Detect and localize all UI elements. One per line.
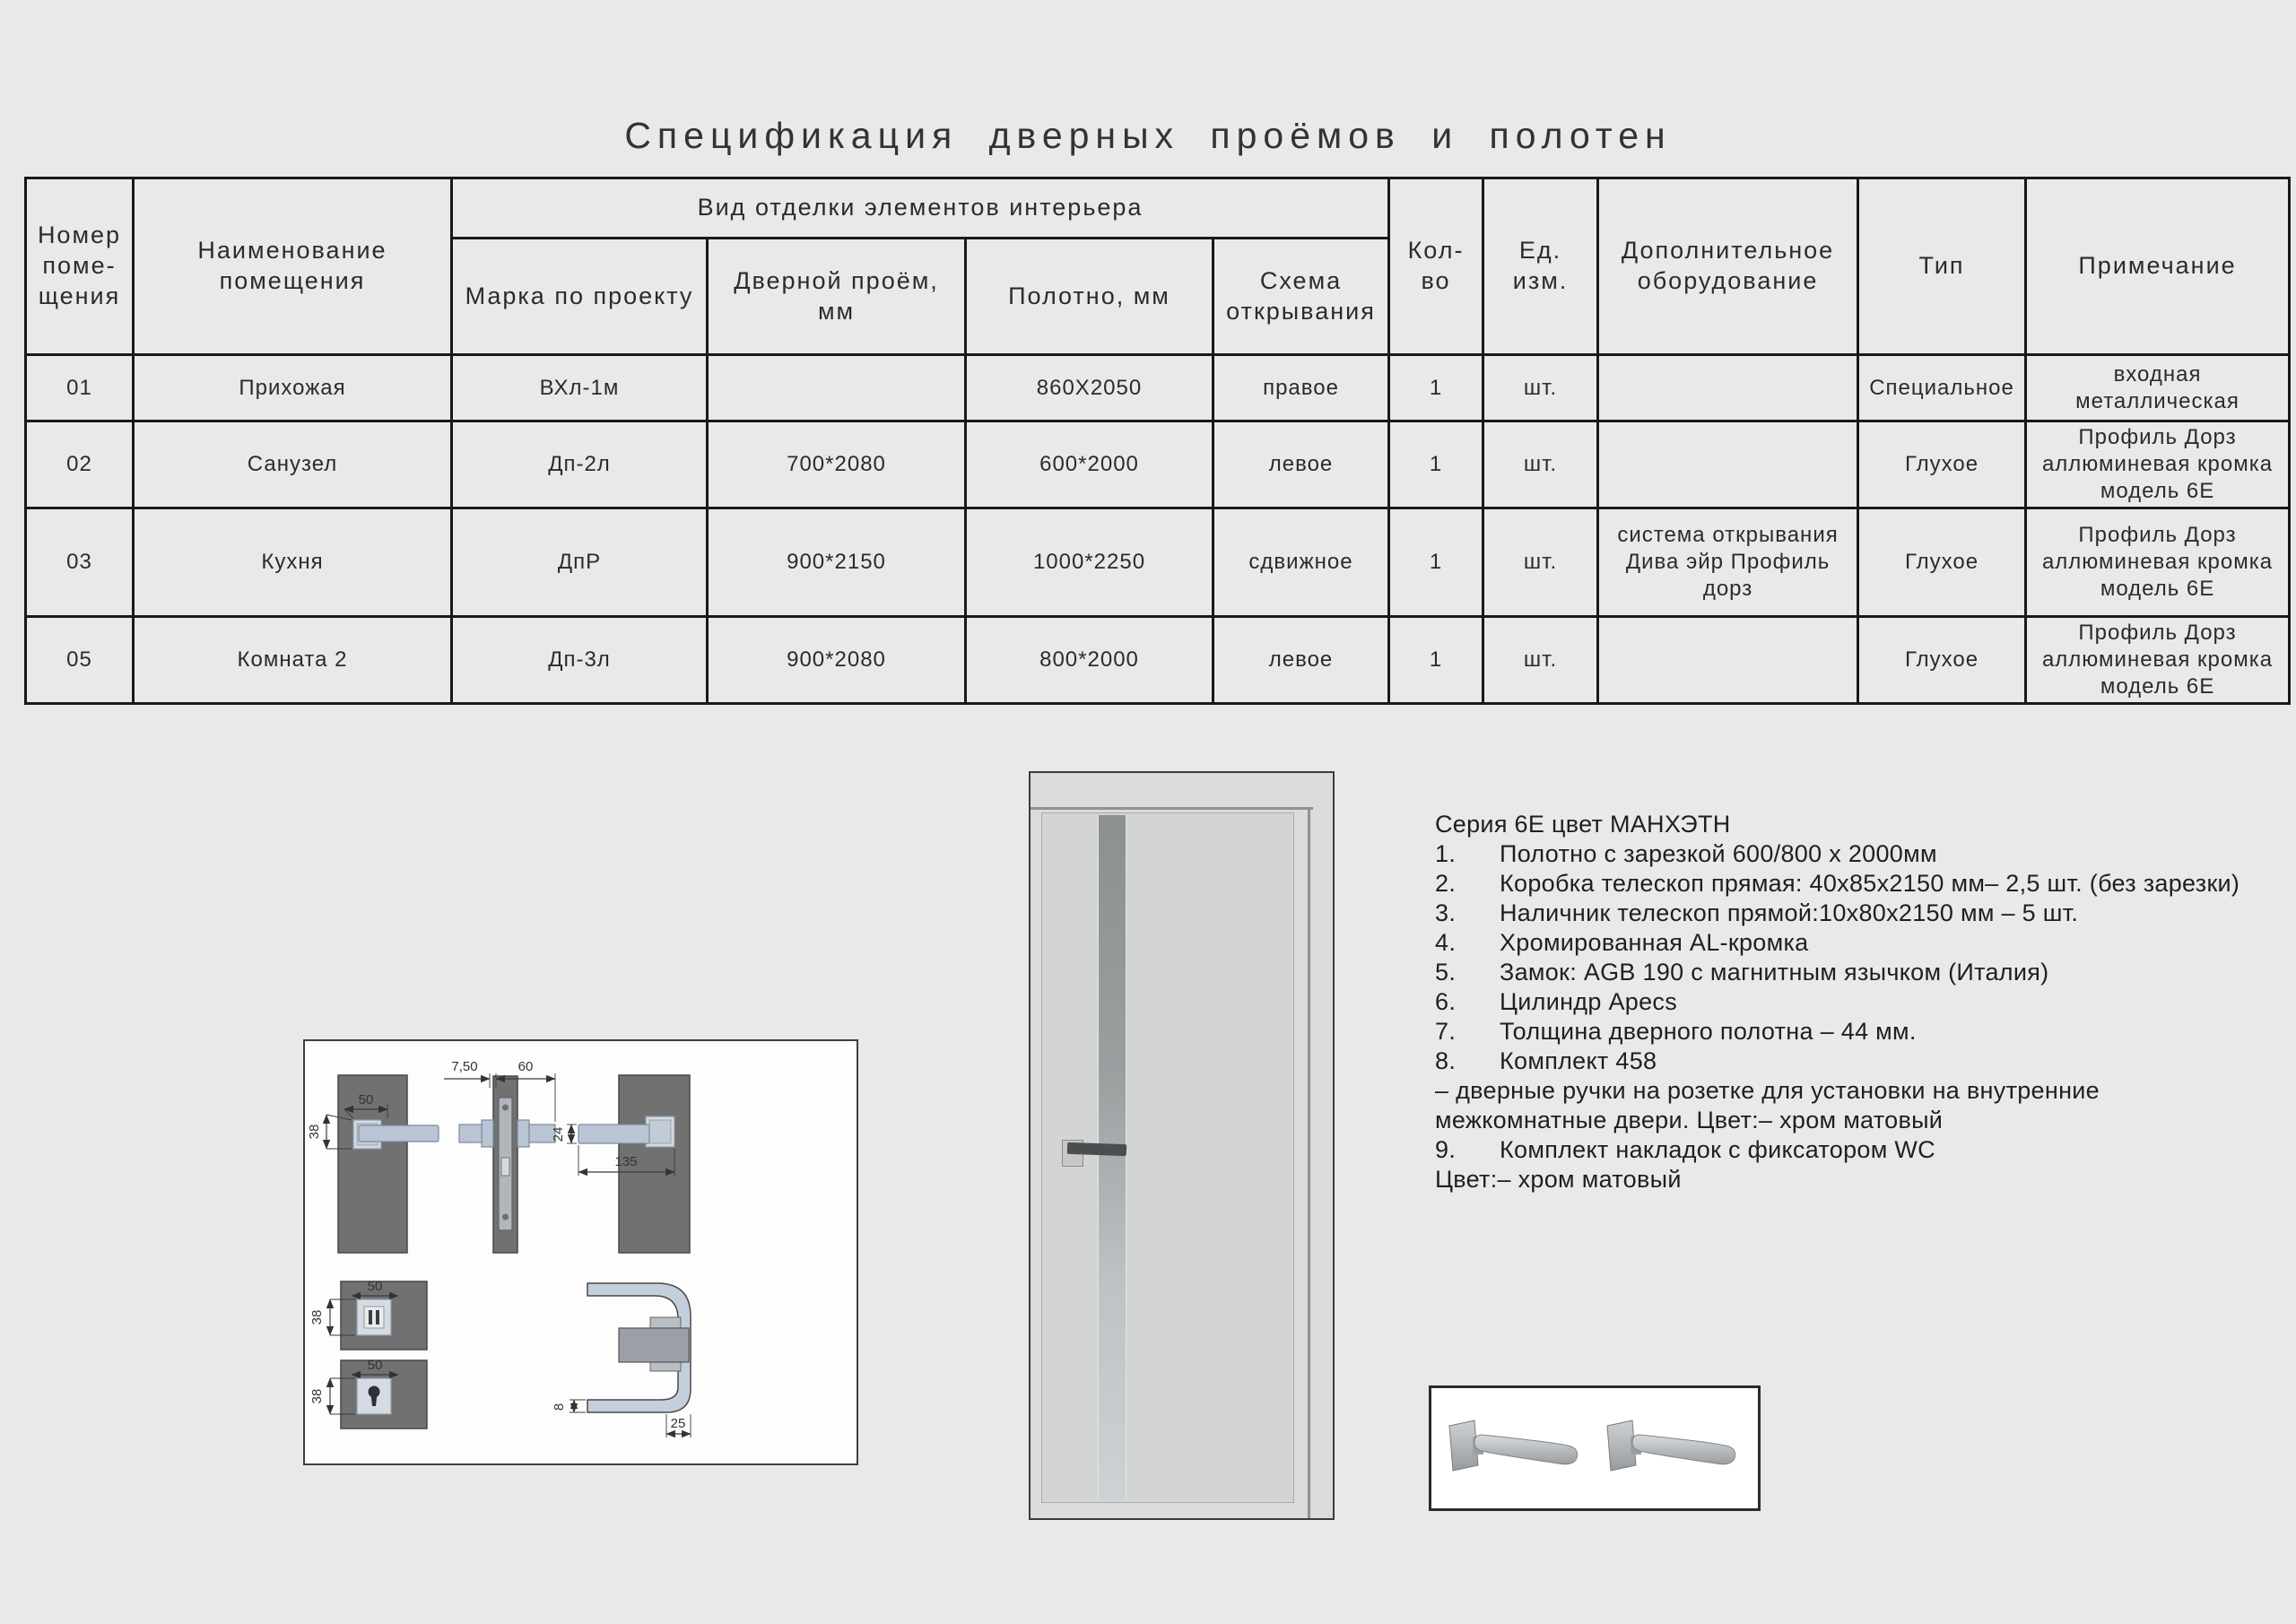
dim-label: 38 — [309, 1309, 325, 1325]
cell-type: Глухое — [1858, 421, 2026, 508]
list-item-number: 4. — [1435, 929, 1457, 956]
dim-label: 24 — [551, 1126, 566, 1142]
cell-type: Специальное — [1858, 355, 2026, 421]
door-leaf — [1041, 812, 1294, 1503]
cell-room-number: 05 — [26, 617, 134, 704]
list-item-number: 2. — [1435, 870, 1457, 897]
door-spec-table — [24, 177, 2291, 705]
list-item-text: Коробка телескоп прямая: 40х85х2150 мм– 2,5 шт. (без зарезки) — [1500, 870, 2240, 897]
lock-side-view — [444, 1059, 555, 1253]
cell-qty: 1 — [1389, 355, 1483, 421]
list-item — [1435, 1017, 2247, 1046]
list-item-text: Цвет:– хром матовый — [1435, 1166, 1682, 1193]
door-handle-lever — [1067, 1142, 1126, 1156]
hardware-drawing — [305, 1041, 857, 1463]
table-row — [26, 421, 2290, 508]
cell-room-name: Санузел — [134, 421, 452, 508]
cell-room-number: 01 — [26, 355, 134, 421]
cell-room-name: Комната 2 — [134, 617, 452, 704]
cell-room-name: Прихожая — [134, 355, 452, 421]
lever-back-view — [551, 1075, 690, 1253]
col-header-opening: Дверной проём, мм — [708, 239, 966, 355]
list-item-text: Цилиндр Apecs — [1500, 988, 1678, 1015]
cell-opening — [708, 355, 966, 421]
list-item-number: 1. — [1435, 840, 1457, 867]
cell-scheme: левое — [1213, 617, 1389, 704]
list-item — [1435, 928, 2247, 958]
notes-heading — [1435, 810, 2247, 839]
list-item — [1435, 1165, 2247, 1194]
cell-leaf: 1000*2250 — [966, 508, 1213, 617]
door-handle-left — [1449, 1420, 1578, 1471]
cell-type: Глухое — [1858, 508, 2026, 617]
dim-label: 7,50 — [451, 1059, 478, 1074]
door-glass-stripe — [1098, 815, 1126, 1498]
dim-label: 38 — [309, 1388, 325, 1404]
handles-photo — [1431, 1388, 1758, 1508]
door-photo — [1029, 771, 1335, 1520]
door-frame-lintel — [1031, 807, 1313, 810]
col-header-unit: Ед. изм. — [1483, 178, 1598, 355]
cell-extra: система открывания Дива эйр Профиль дорз — [1598, 508, 1858, 617]
cell-opening: 900*2080 — [708, 617, 966, 704]
notes-block — [1435, 810, 2247, 1194]
dim-label: 25 — [670, 1416, 686, 1431]
list-item-text: Полотно с зарезкой 600/800 х 2000мм — [1500, 840, 1937, 867]
hardware-drawing-box — [303, 1039, 858, 1465]
list-item — [1435, 1076, 2247, 1135]
col-header-extra-equipment: Дополнительное оборудование — [1598, 178, 1858, 355]
cell-qty: 1 — [1389, 508, 1483, 617]
list-item-number: 8. — [1435, 1047, 1457, 1074]
list-item-text: Комплект накладок с фиксатором WC — [1500, 1136, 1935, 1163]
list-item-number: 6. — [1435, 988, 1457, 1015]
cell-mark: ВХл-1м — [452, 355, 708, 421]
cell-note: входная металлическая — [2026, 355, 2290, 421]
door-frame-jamb — [1308, 807, 1310, 1518]
list-item-text: Толщина дверного полотна – 44 мм. — [1500, 1018, 1917, 1045]
cylinder-rosette-view — [309, 1358, 427, 1429]
table-row — [26, 355, 2290, 421]
list-item-number: 7. — [1435, 1018, 1457, 1045]
col-header-room-number: Номер поме-щения — [26, 178, 134, 355]
cell-unit: шт. — [1483, 421, 1598, 508]
dim-label: 50 — [367, 1279, 383, 1294]
cell-opening: 700*2080 — [708, 421, 966, 508]
door-handle-right — [1607, 1420, 1735, 1471]
list-item — [1435, 869, 2247, 899]
list-item — [1435, 958, 2247, 987]
cell-scheme: правое — [1213, 355, 1389, 421]
cell-scheme: сдвижное — [1213, 508, 1389, 617]
page-title: Спецификация дверных проёмов и полотен — [624, 115, 1672, 156]
door-spec-table-wrap — [24, 177, 2291, 705]
cell-unit: шт. — [1483, 355, 1598, 421]
cell-extra — [1598, 617, 1858, 704]
notes-heading-text: Серия 6Е цвет МАНХЭТН — [1435, 811, 1731, 838]
list-item — [1435, 987, 2247, 1017]
cell-leaf: 860X2050 — [966, 355, 1213, 421]
cell-opening: 900*2150 — [708, 508, 966, 617]
cell-mark: Дп-3л — [452, 617, 708, 704]
cell-room-name: Кухня — [134, 508, 452, 617]
list-item-number: 5. — [1435, 959, 1457, 986]
cell-leaf: 800*2000 — [966, 617, 1213, 704]
list-item-text: Хромированная AL-кромка — [1500, 929, 1809, 956]
col-header-qty: Кол-во — [1389, 178, 1483, 355]
list-item-number: 9. — [1435, 1136, 1457, 1163]
list-item-text: Замок: AGB 190 с магнитным язычком (Италия) — [1500, 959, 2049, 986]
cell-type: Глухое — [1858, 617, 2026, 704]
col-header-note: Примечание — [2026, 178, 2290, 355]
list-item — [1435, 1135, 2247, 1165]
col-header-mark: Марка по проекту — [452, 239, 708, 355]
cell-note: Профиль Дорз аллюминевая кромка модель 6Е — [2026, 617, 2290, 704]
cell-qty: 1 — [1389, 617, 1483, 704]
cell-note: Профиль Дорз аллюминевая кромка модель 6Е — [2026, 508, 2290, 617]
cell-mark: Дп-2л — [452, 421, 708, 508]
table-row — [26, 508, 2290, 617]
header-row-group — [26, 178, 2290, 239]
cell-extra — [1598, 421, 1858, 508]
cell-mark: ДпР — [452, 508, 708, 617]
table-row — [26, 617, 2290, 704]
col-header-scheme: Схема открывания — [1213, 239, 1389, 355]
cell-room-number: 02 — [26, 421, 134, 508]
cell-scheme: левое — [1213, 421, 1389, 508]
col-header-type: Тип — [1858, 178, 2026, 355]
cell-leaf: 600*2000 — [966, 421, 1213, 508]
list-item-number: 3. — [1435, 899, 1457, 926]
dim-label: 38 — [307, 1124, 322, 1140]
cell-room-number: 03 — [26, 508, 134, 617]
dim-label: 8 — [552, 1403, 567, 1411]
list-item — [1435, 899, 2247, 928]
list-item — [1435, 1046, 2247, 1076]
cell-note: Профиль Дорз аллюминевая кромка модель 6Е — [2026, 421, 2290, 508]
dim-label: 135 — [614, 1154, 638, 1169]
cell-unit: шт. — [1483, 617, 1598, 704]
col-header-finish-group: Вид отделки элементов интерьера — [452, 178, 1389, 239]
cell-unit: шт. — [1483, 508, 1598, 617]
list-item-text: Комплект 458 — [1500, 1047, 1657, 1074]
dim-label: 50 — [367, 1358, 383, 1373]
cell-qty: 1 — [1389, 421, 1483, 508]
lever-front-view — [307, 1075, 439, 1253]
list-item-text: Наличник телескоп прямой:10х80х2150 мм – 5 шт. — [1500, 899, 2079, 926]
cell-extra — [1598, 355, 1858, 421]
handles-photo-box — [1429, 1385, 1761, 1511]
col-header-leaf: Полотно, мм — [966, 239, 1213, 355]
wc-rosette-view — [309, 1279, 427, 1350]
list-item-text: – дверные ручки на розетке для установки на внутренние межкомнатные двери. Цвет:– хром матовый — [1435, 1077, 2100, 1133]
dim-label: 60 — [517, 1059, 534, 1074]
handle-profile-view — [552, 1283, 691, 1437]
dim-label: 50 — [358, 1092, 374, 1107]
col-header-room-name: Наименование помещения — [134, 178, 452, 355]
list-item — [1435, 839, 2247, 869]
